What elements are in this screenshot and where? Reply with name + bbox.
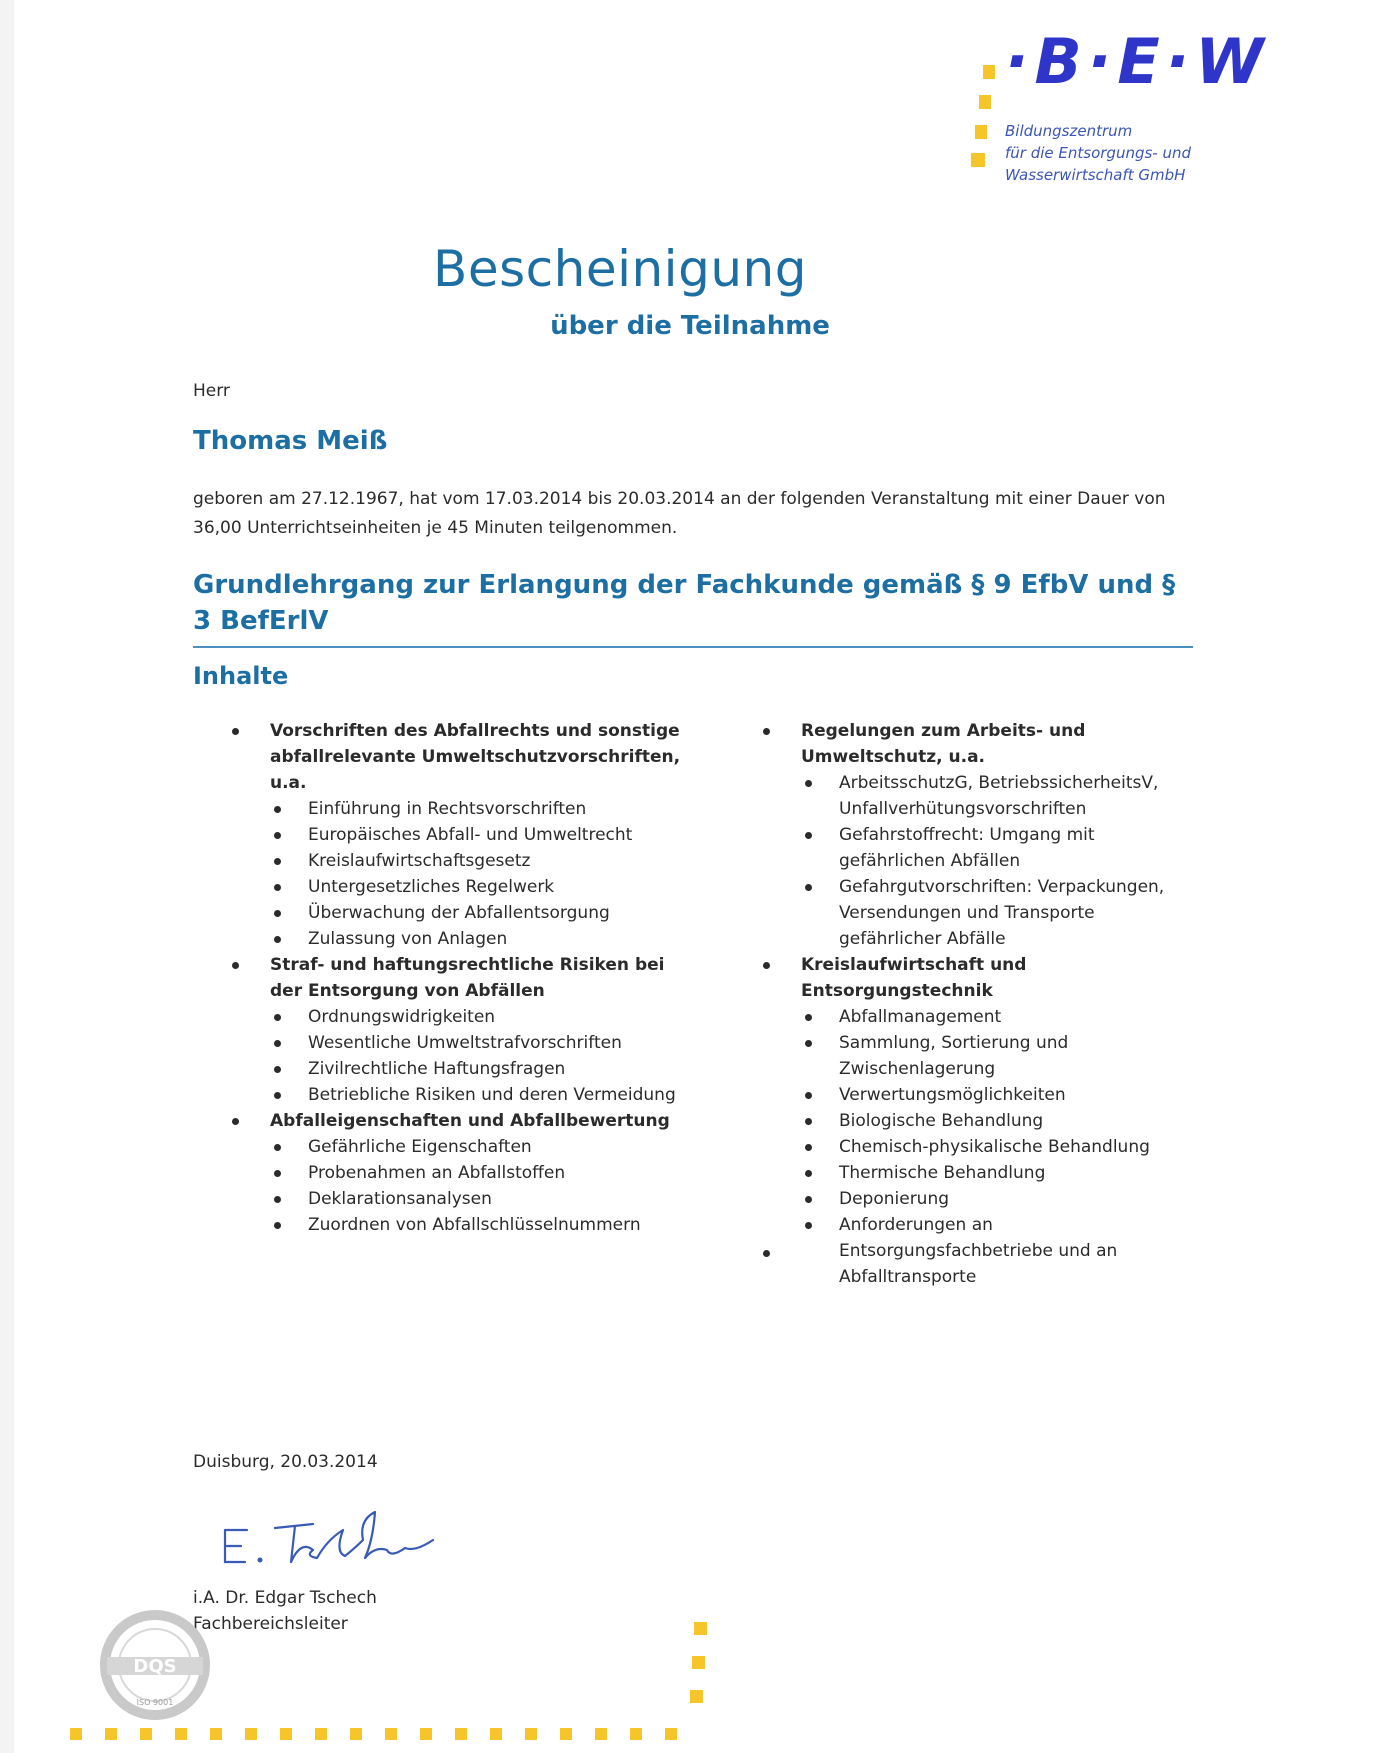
decor-square [350,1728,362,1740]
list-item-label: Probenahmen an Abfallstoffen [308,1163,566,1183]
decor-square [245,1728,257,1740]
logo-subtitle-line: Wasserwirtschaft GmbH [1005,166,1186,184]
bullet-icon [274,1092,281,1099]
topic-list [232,718,702,1238]
decor-square [105,1728,117,1740]
list-item-label: Wesentliche Umweltstrafvorschriften [308,1033,622,1053]
list-item-label: Gefahrgutvorschriften: Verpackungen, Versendungen und Transporte gefährlicher Abfälle [839,877,1165,949]
signature-image [205,1500,455,1580]
list-item [801,1004,1183,1030]
list-item-label: Kreislaufwirtschaftsgesetz [308,851,531,871]
contents-column-right [763,718,1183,1290]
decor-square [630,1728,642,1740]
list-item [270,822,702,848]
list-item [270,1030,702,1056]
bullet-icon [274,1066,281,1073]
list-item-label: Gefährliche Eigenschaften [308,1137,532,1157]
place-date: Duisburg, 20.03.2014 [193,1452,378,1472]
bullet-icon [274,858,281,865]
list-item-label: Sammlung, Sortierung und Zwischenlagerung [839,1033,1069,1079]
bullet-icon [274,910,281,917]
bullet-icon [274,936,281,943]
certificate-subtitle: über die Teilnahme [550,311,830,341]
list-item-label: Anforderungen an Entsorgungsfachbetriebe und an Abfalltransporte [839,1215,1118,1287]
decor-square [140,1728,152,1740]
bullet-icon [805,1196,812,1203]
topic-title: Regelungen zum Arbeits- und Umweltschutz, u.a. [801,721,1086,767]
list-item-label: Einführung in Rechtsvorschriften [308,799,587,819]
list-item [801,770,1183,822]
list-item [270,848,702,874]
list-item [270,1004,702,1030]
topic-title: Abfalleigenschaften und Abfallbewertung [270,1111,670,1131]
bullet-icon [274,1222,281,1229]
decor-square [175,1728,187,1740]
bullet-icon [274,884,281,891]
list-item-label: Gefahrstoffrecht: Umgang mit gefährlichen Abfällen [839,825,1095,871]
list-item-label: Deponierung [839,1189,950,1209]
list-item [270,796,702,822]
decor-square [525,1728,537,1740]
decor-square [490,1728,502,1740]
decor-square [455,1728,467,1740]
topic-item [232,718,702,952]
list-item-label: Überwachung der Abfallentsorgung [308,903,610,923]
list-item-label: Deklarationsanalysen [308,1189,492,1209]
list-item-label: Abfallmanagement [839,1007,1002,1027]
bullet-icon [232,1118,239,1125]
list-item [801,1160,1183,1186]
topic-title: Kreislaufwirtschaft und Entsorgungstechnik [801,955,1027,1001]
bullet-icon [805,780,812,787]
subtopic-list [270,1134,702,1238]
bullet-icon [274,1196,281,1203]
logo-subtitle-line: Bildungszentrum [1005,122,1133,140]
bullet-icon [763,728,770,735]
list-item-label: Untergesetzliches Regelwerk [308,877,555,897]
list-item-label: Ordnungswidrigkeiten [308,1007,496,1027]
bullet-icon [805,1170,812,1177]
logo-subtitle [1005,120,1191,186]
topic-title: Straf- und haftungsrechtliche Risiken bei der Entsorgung von Abfällen [270,955,665,1001]
decor-square [692,1656,705,1669]
decor-square [420,1728,432,1740]
list-item-label: Verwertungsmöglichkeiten [839,1085,1066,1105]
list-item [801,1186,1183,1212]
logo-mark: ·B·E·W [1005,25,1270,98]
participant-name: Thomas Meiß [193,426,388,456]
topic-list [763,718,1183,1290]
decor-square [595,1728,607,1740]
signer-block [193,1585,377,1637]
decor-square [560,1728,572,1740]
decor-square [385,1728,397,1740]
topic-title: Vorschriften des Abfallrechts und sonstige abfallrelevante Umweltschutzvorschriften, u.a. [270,721,681,793]
list-item [270,1212,702,1238]
list-item [270,1160,702,1186]
bullet-icon [274,1014,281,1021]
list-item [270,900,702,926]
list-item [801,1082,1183,1108]
decor-square [210,1728,222,1740]
list-item [801,1030,1183,1082]
signer-name: i.A. Dr. Edgar Tschech [193,1588,377,1608]
bullet-icon [805,884,812,891]
seal-text: DQS [133,1656,177,1677]
certification-seal [95,1605,215,1725]
divider [193,646,1193,648]
bullet-icon [274,832,281,839]
subtopic-list [270,796,702,952]
topic-item [763,718,1183,952]
list-item-label: Zuordnen von Abfallschlüsselnummern [308,1215,641,1235]
logo-subtitle-line: für die Entsorgungs- und [1005,144,1192,162]
list-item [801,1212,1183,1290]
decor-square [280,1728,292,1740]
decor-square [70,1728,82,1740]
decor-square [665,1728,677,1740]
bullet-icon [274,1040,281,1047]
bullet-icon [805,1222,812,1229]
list-item-label: Europäisches Abfall- und Umweltrecht [308,825,633,845]
list-item-label: Zulassung von Anlagen [308,929,508,949]
list-item [270,1082,702,1108]
subtopic-list [270,1004,702,1108]
list-item [801,874,1183,952]
list-item-label: Biologische Behandlung [839,1111,1044,1131]
list-item [270,926,702,952]
logo-square [971,153,985,167]
list-item [801,1108,1183,1134]
logo-square [979,95,991,109]
contents-heading: Inhalte [193,662,289,690]
logo-square [975,125,987,139]
decor-square [690,1690,703,1703]
decor-square [315,1728,327,1740]
list-item-label: Thermische Behandlung [839,1163,1046,1183]
list-item [270,1186,702,1212]
bullet-icon [763,1250,770,1257]
subtopic-list [801,1004,1183,1290]
bullet-icon [805,1040,812,1047]
bullet-icon [232,728,239,735]
list-item [270,874,702,900]
bullet-icon [805,1092,812,1099]
signer-role: Fachbereichsleiter [193,1614,348,1634]
topic-item [763,952,1183,1290]
bullet-icon [805,1014,812,1021]
bullet-icon [232,962,239,969]
bullet-icon [805,1144,812,1151]
topic-item [232,952,702,1108]
contents-column-left [232,718,702,1238]
decor-square [694,1622,707,1635]
bullet-icon [805,1118,812,1125]
certificate-title: Bescheinigung [433,240,807,298]
bullet-icon [274,1170,281,1177]
salutation: Herr [193,381,230,401]
list-item [801,1134,1183,1160]
course-title: Grundlehrgang zur Erlangung der Fachkunde gemäß § 9 EfbV und § 3 BefErlV [193,570,1176,636]
bew-logo [965,25,1270,195]
list-item-label: Zivilrechtliche Haftungsfragen [308,1059,566,1079]
list-item [270,1056,702,1082]
list-item-label: ArbeitsschutzG, BetriebssicherheitsV, Unfallverhütungsvorschriften [839,773,1159,819]
list-item-label: Chemisch-physikalische Behandlung [839,1137,1150,1157]
list-item [270,1134,702,1160]
intro-text: geboren am 27.12.1967, hat vom 17.03.2014 bis 20.03.2014 an der folgenden Veranstaltung mit einer Dauer von 36,00 Unterrichtseinheiten je 45 Minuten teilgenommen. [193,489,1166,538]
logo-square [983,65,995,79]
list-item [801,822,1183,874]
list-item-label: Betriebliche Risiken und deren Vermeidung [308,1085,676,1105]
topic-item [232,1108,702,1238]
bullet-icon [274,1144,281,1151]
bullet-icon [763,962,770,969]
bullet-icon [274,806,281,813]
subtopic-list [801,770,1183,952]
seal-subtext: ISO 9001 [136,1698,174,1707]
bullet-icon [805,832,812,839]
